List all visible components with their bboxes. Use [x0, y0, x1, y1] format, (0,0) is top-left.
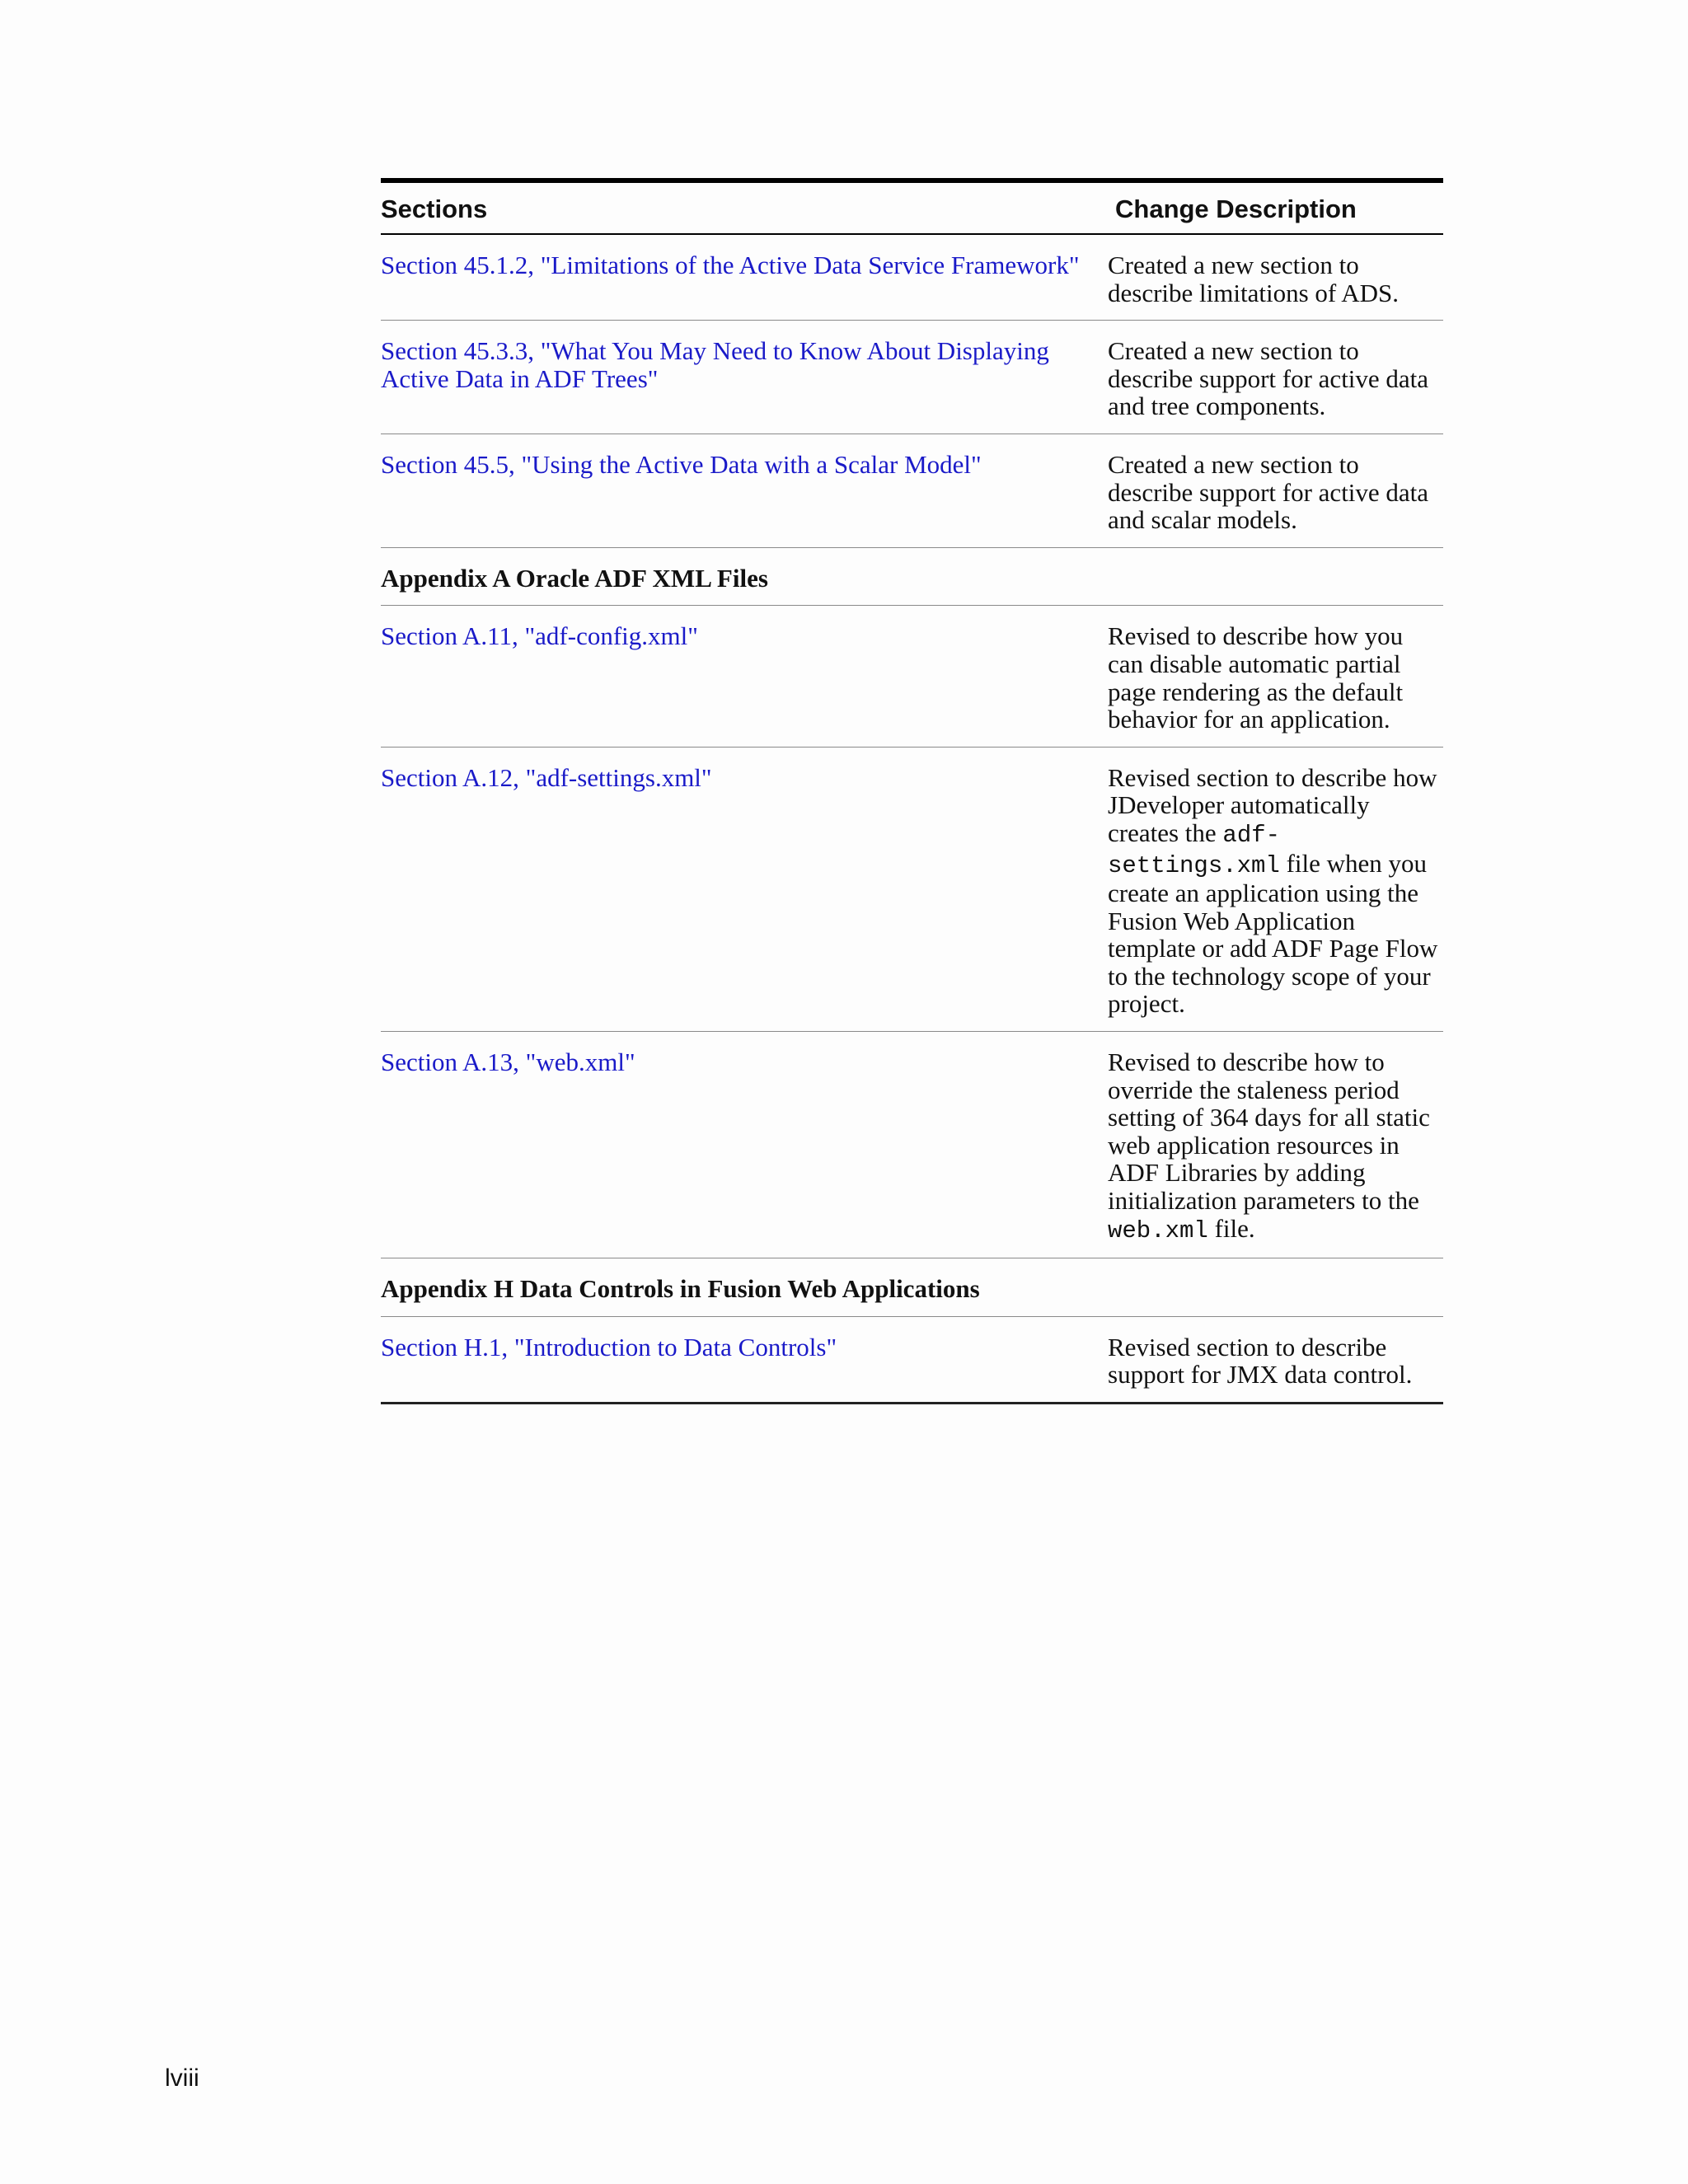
description-text: Revised section to describe how JDeveloper automatically creates the	[1108, 762, 1437, 847]
table-header-row	[381, 180, 1443, 234]
description-text: file when you create an application using the Fusion Web Application template or add ADF Page Flow to the technology scope of your project.	[1108, 848, 1438, 1019]
change-description-column-header: Change Description	[1115, 194, 1357, 223]
change-description	[1093, 747, 1443, 1031]
section-link-a-12[interactable]: Section A.12, "adf-settings.xml"	[381, 762, 712, 792]
table-row	[381, 606, 1443, 747]
change-description: Created a new section to describe support for active data and scalar models.	[1108, 449, 1429, 535]
appendix-heading-row	[381, 1258, 1443, 1317]
section-link-45-1-2[interactable]: Section 45.1.2, "Limitations of the Active Data Service Framework"	[381, 251, 1080, 279]
change-description: Created a new section to describe support for active data and tree components.	[1108, 336, 1429, 421]
description-text: file.	[1214, 1213, 1255, 1243]
section-link-45-5[interactable]: Section 45.5, "Using the Active Data with a Scalar Model"	[381, 449, 982, 479]
appendix-heading-row	[381, 547, 1443, 606]
appendix-a-heading: Appendix A Oracle ADF XML Files	[381, 563, 768, 593]
section-link-a-11[interactable]: Section A.11, "adf-config.xml"	[381, 621, 698, 651]
change-description: Revised to describe how you can disable automatic partial page rendering as the default behavior for an application.	[1108, 621, 1404, 734]
changes-table	[381, 178, 1443, 1404]
change-description: Revised section to describe support for JMX data control.	[1108, 1332, 1413, 1390]
appendix-h-heading: Appendix H Data Controls in Fusion Web Applications	[381, 1274, 980, 1304]
page-number: lviii	[165, 2064, 199, 2092]
table-row	[381, 234, 1443, 321]
table-row	[381, 1032, 1443, 1258]
table-row	[381, 747, 1443, 1031]
table-row	[381, 321, 1443, 434]
description-text: Revised to describe how to override the staleness period setting of 364 days for all static web application resources in ADF Libraries by adding initialization parameters to the	[1108, 1047, 1430, 1216]
section-link-45-3-3[interactable]: Section 45.3.3, "What You May Need to Know About Displaying Active Data in ADF Trees"	[381, 336, 1049, 393]
table-row	[381, 1316, 1443, 1403]
section-link-h-1[interactable]: Section H.1, "Introduction to Data Controls"	[381, 1332, 837, 1361]
code-filename: web.xml	[1108, 1216, 1208, 1244]
sections-column-header: Sections	[381, 194, 488, 223]
section-link-a-13[interactable]: Section A.13, "web.xml"	[381, 1047, 635, 1077]
change-description	[1093, 1032, 1443, 1258]
change-description: Created a new section to describe limitations of ADS.	[1108, 251, 1400, 307]
table-row	[381, 434, 1443, 547]
code-filename: adf-settings.xml	[1108, 821, 1281, 879]
